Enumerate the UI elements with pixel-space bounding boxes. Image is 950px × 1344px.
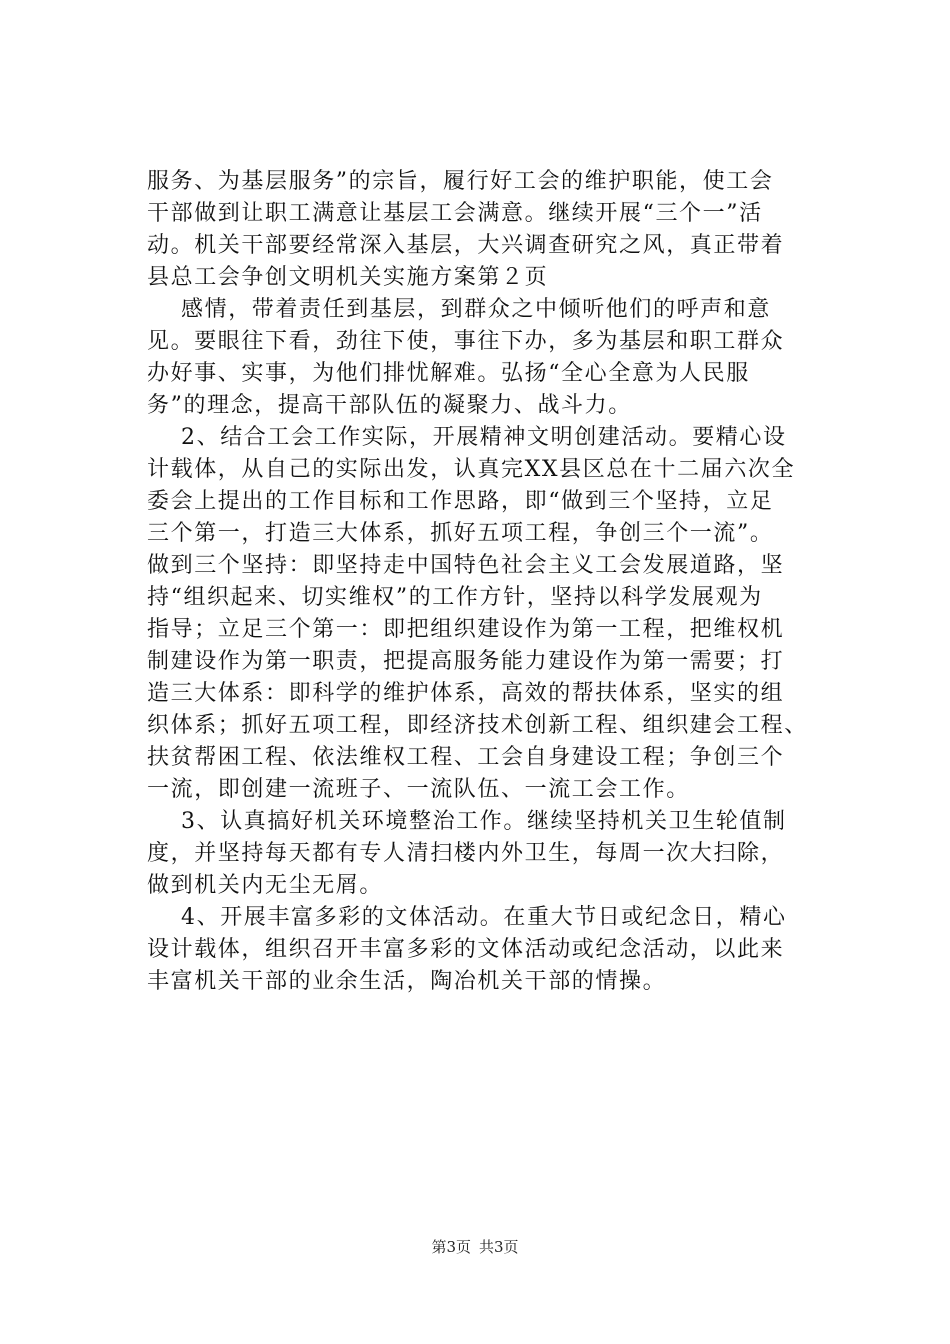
text-line: 制建设作为第一职责，把提高服务能力建设作为第一需要；打 bbox=[147, 649, 785, 674]
paragraph-start-line: 4、开展丰富多彩的文体活动。在重大节日或纪念日，精心 bbox=[181, 905, 787, 930]
text-line: 丰富机关干部的业余生活，陶冶机关干部的情操。 bbox=[147, 969, 667, 994]
text-line: 造三大体系：即科学的维护体系，高效的帮扶体系，坚实的组 bbox=[147, 681, 785, 706]
text-line: 持“组织起来、切实维权”的工作方针，坚持以科学发展观为 bbox=[147, 585, 763, 610]
text-line: 见。要眼往下看，劲往下使，事往下办，多为基层和职工群众 bbox=[147, 329, 785, 354]
text-line: 织体系；抓好五项工程，即经济技术创新工程、组织建会工程、 bbox=[147, 713, 808, 738]
page-number: 第3页 bbox=[431, 1238, 471, 1256]
text-line: 做到三个坚持：即坚持走中国特色社会主义工会发展道路，坚 bbox=[147, 553, 785, 578]
text-line: 服务、为基层服务”的宗旨，履行好工会的维护职能，使工会 bbox=[147, 169, 774, 194]
paragraph-start-line: 感情，带着责任到基层，到群众之中倾听他们的呼声和意 bbox=[181, 297, 772, 322]
text-line: 扶贫帮困工程、依法维权工程、工会自身建设工程；争创三个 bbox=[147, 745, 785, 770]
text-line: 办好事、实事，为他们排忧解难。弘扬“全心全意为人民服 bbox=[147, 361, 750, 386]
text-line: 一流，即创建一流班子、一流队伍、一流工会工作。 bbox=[147, 777, 690, 802]
text-line: 设计载体，组织召开丰富多彩的文体活动或纪念活动，以此来 bbox=[147, 937, 785, 962]
text-line: 指导；立足三个第一：即把组织建设作为第一工程，把维权机 bbox=[147, 617, 785, 642]
text-line: 计载体，从自己的实际出发，认真完XX县区总在十二届六次全 bbox=[147, 457, 796, 482]
text-line: 做到机关内无尘无屑。 bbox=[147, 873, 384, 898]
paragraph-start-line: 3、认真搞好机关环境整治工作。继续坚持机关卫生轮值制 bbox=[181, 809, 787, 834]
page-title-line: 县总工会争创文明机关实施方案第２页 bbox=[147, 265, 549, 290]
text-line: 三个第一，打造三大体系，抓好五项工程，争创三个一流”。 bbox=[147, 521, 774, 546]
text-line: 委会上提出的工作目标和工作思路，即“做到三个坚持，立足 bbox=[147, 489, 774, 514]
text-line: 干部做到让职工满意让基层工会满意。继续开展“三个一”活 bbox=[147, 201, 763, 226]
text-line: 务”的理念，提高干部队伍的凝聚力、战斗力。 bbox=[147, 393, 632, 418]
paragraph-start-line: 2、结合工会工作实际，开展精神文明创建活动。要精心设 bbox=[181, 425, 787, 450]
document-body bbox=[147, 166, 827, 998]
text-line: 度，并坚持每天都有专人清扫楼内外卫生，每周一次大扫除， bbox=[147, 841, 785, 866]
total-pages: 共3页 bbox=[479, 1238, 519, 1256]
page-footer bbox=[0, 1237, 950, 1257]
text-line: 动。机关干部要经常深入基层，大兴调查研究之风，真正带着 bbox=[147, 233, 785, 258]
